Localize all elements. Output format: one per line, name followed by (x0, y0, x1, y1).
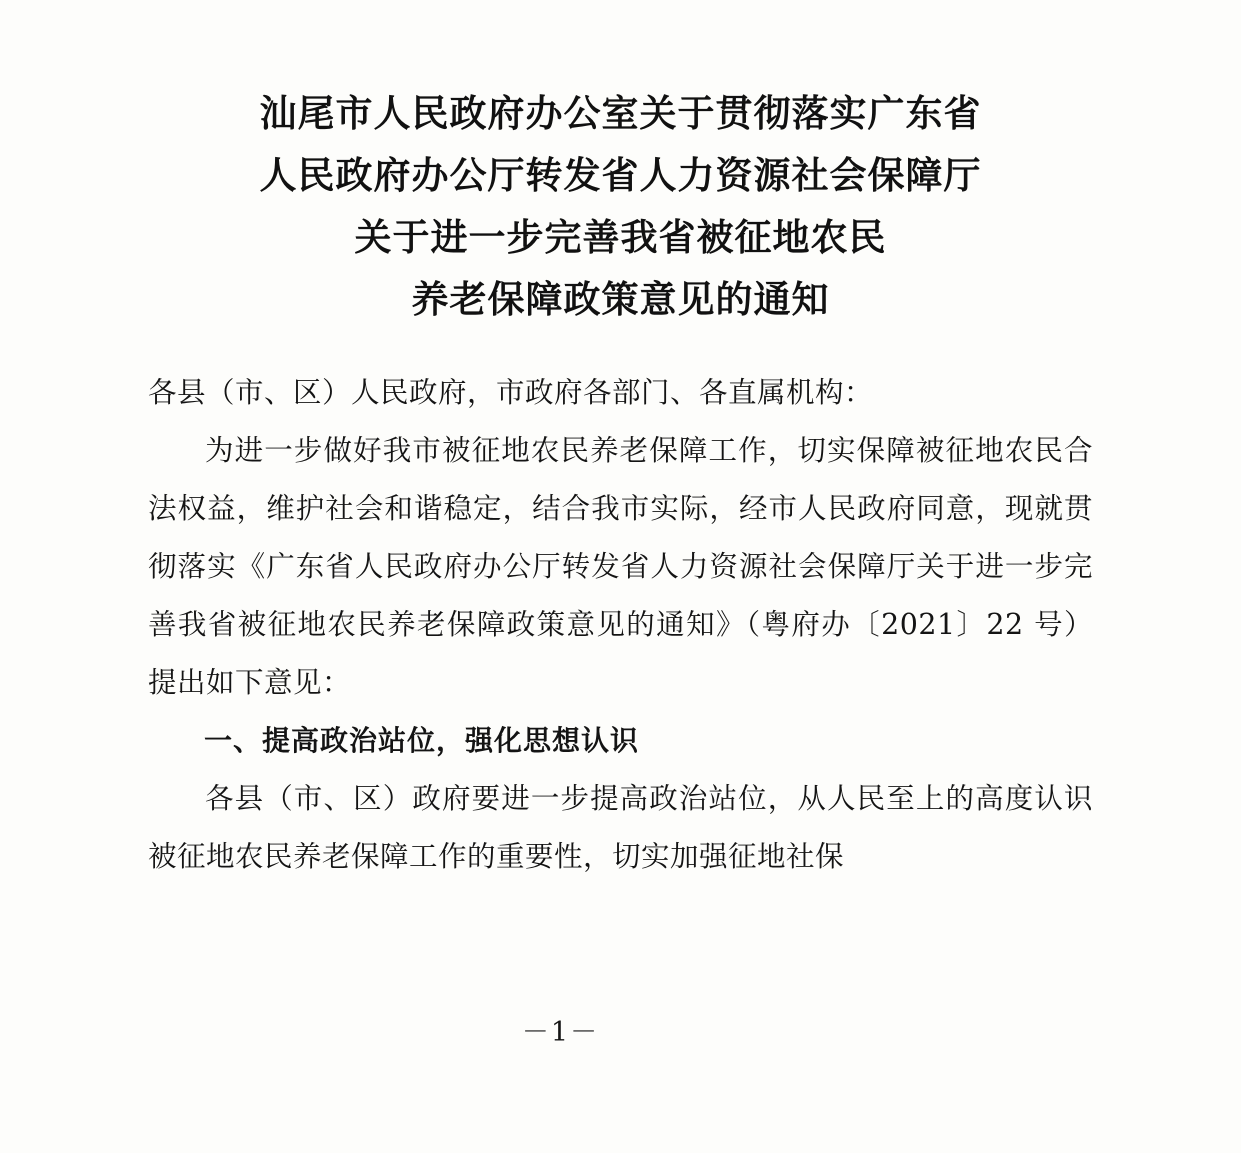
section-heading-1: 一、提高政治站位，强化思想认识 (204, 724, 640, 757)
section-paragraph-1: 各县（市、区）政府要进一步提高政治站位，从人民至上的高度认识被征地农民养老保障工作的重要性，切实加强征地社保 (148, 782, 1093, 873)
title-line-1: 汕尾市人民政府办公室关于贯彻落实广东省 (259, 91, 982, 135)
document-title (148, 82, 1093, 330)
title-line-2: 人民政府办公厅转发省人力资源社会保障厅 (259, 153, 982, 197)
page-number: －1－ (521, 1017, 600, 1048)
title-line-4: 养老保障政策意见的通知 (411, 277, 830, 321)
title-line-3: 关于进一步完善我省被征地农民 (354, 215, 887, 259)
document-body (148, 82, 1093, 886)
addressee-line: 各县（市、区）人民政府，市政府各部门、各直属机构： (148, 376, 874, 409)
intro-paragraph: 为进一步做好我市被征地农民养老保障工作，切实保障被征地农民合法权益，维护社会和谐稳定，结合我市实际，经市人民政府同意，现就贯彻落实《广东省人民政府办公厅转发省人力资源社会保障厅关于进一步完善我省被征地农民养老保障政策意见的通知》（粤府办〔2021〕22 号）提出如下意见： (148, 434, 1093, 699)
